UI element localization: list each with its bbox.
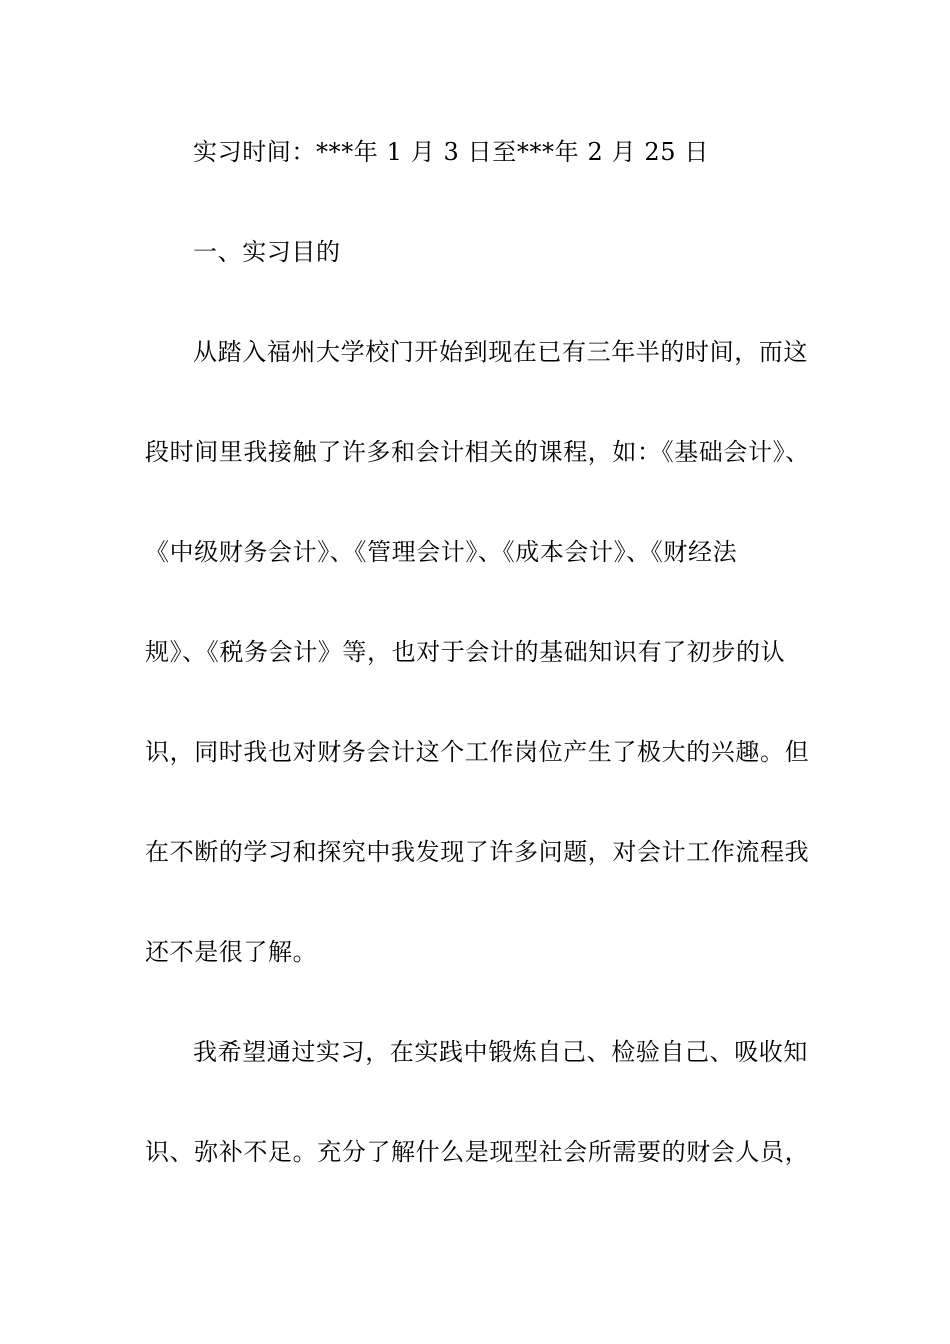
paragraph-1-line-4: 规》、《税务会计》等，也对于会计的基础知识有了初步的认 xyxy=(145,638,786,666)
paragraph-1-line-6: 在不断的学习和探究中我发现了许多问题，对会计工作流程我 xyxy=(145,838,810,866)
paragraph-2-line-1: 我希望通过实习，在实践中锻炼自己、检验自己、吸收知 xyxy=(193,1038,808,1066)
paragraph-1-line-3: 《中级财务会计》、《管理会计》、《成本会计》、《财经法 xyxy=(145,538,738,566)
paragraph-1-line-2: 段时间里我接触了许多和会计相关的课程，如：《基础会计》、 xyxy=(145,438,810,466)
paragraph-2-line-2: 识、弥补不足。充分了解什么是现型社会所需要的财会人员， xyxy=(145,1138,810,1166)
internship-date-line: 实习时间：***年 1 月 3 日至***年 2 月 25 日 xyxy=(193,138,709,166)
section-heading: 一、实习目的 xyxy=(193,238,341,266)
paragraph-1-line-5: 识，同时我也对财务会计这个工作岗位产生了极大的兴趣。但 xyxy=(145,738,810,766)
paragraph-1-line-1: 从踏入福州大学校门开始到现在已有三年半的时间，而这 xyxy=(193,338,808,366)
paragraph-1-line-7: 还不是很了解。 xyxy=(145,938,318,966)
